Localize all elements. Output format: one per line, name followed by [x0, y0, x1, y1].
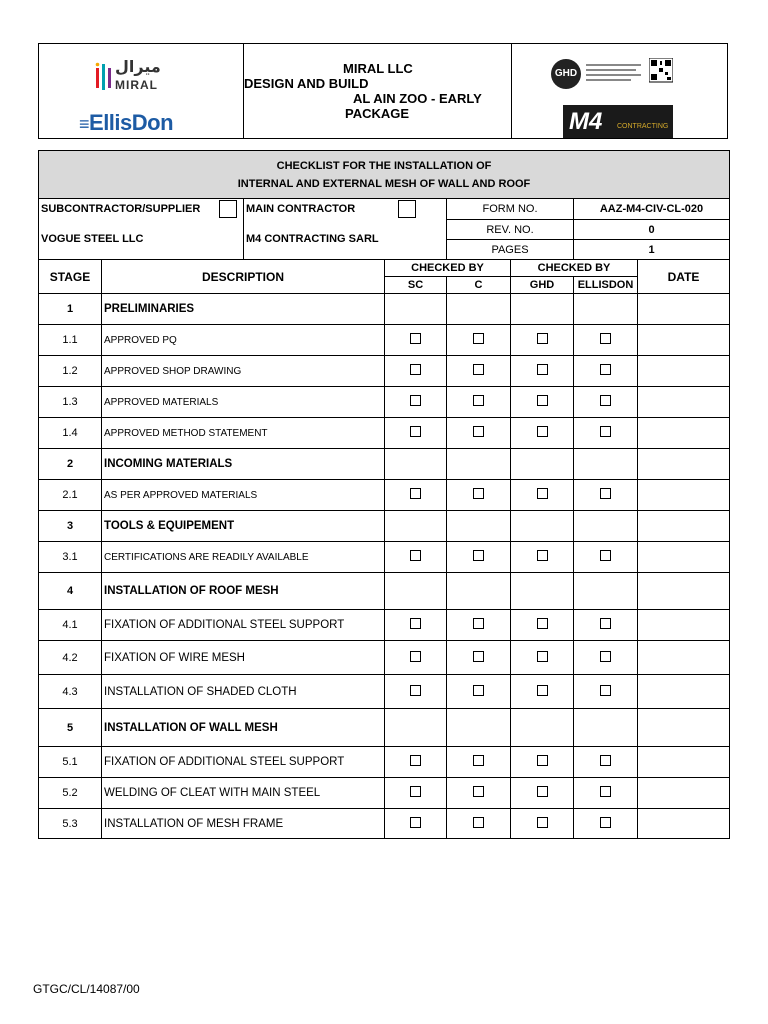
stage-number: 3.1 [39, 542, 102, 573]
main-contractor-value: M4 CONTRACTING SARL [244, 220, 447, 260]
checkbox-ghd[interactable] [537, 395, 548, 406]
checkbox-ghd[interactable] [537, 364, 548, 375]
stage-number: 5.1 [39, 747, 102, 778]
stage-number: 1.4 [39, 418, 102, 449]
check-cell-sc [385, 542, 447, 573]
checkbox-ghd[interactable] [537, 488, 548, 499]
checkbox-c[interactable] [473, 685, 484, 696]
checkbox-c[interactable] [473, 755, 484, 766]
checkbox-sc[interactable] [410, 618, 421, 629]
miral-text: MIRAL [115, 78, 158, 92]
date-cell[interactable] [638, 325, 730, 356]
check-cell-c [447, 325, 511, 356]
stage-number: 1 [39, 294, 102, 325]
checkbox-c[interactable] [473, 364, 484, 375]
check-cell-c [447, 387, 511, 418]
item-description: AS PER APPROVED MATERIALS [102, 480, 385, 511]
section-row [39, 573, 730, 610]
ghd-address-lines [586, 62, 646, 86]
check-cell-ghd [511, 356, 574, 387]
item-description: INSTALLATION OF ROOF MESH [102, 573, 385, 610]
checklist-row [39, 542, 730, 573]
check-cell-ellisdon [574, 356, 638, 387]
checkbox-ghd[interactable] [537, 685, 548, 696]
checklist-row [39, 641, 730, 675]
section-row [39, 709, 730, 747]
checklist-row [39, 778, 730, 809]
stage-number: 4 [39, 573, 102, 610]
check-cell-sc [385, 325, 447, 356]
checkbox-ellisdon[interactable] [600, 333, 611, 344]
check-cell-ellisdon [574, 675, 638, 709]
checkbox-c[interactable] [473, 395, 484, 406]
pages-value: 1 [574, 240, 730, 260]
checkbox-c[interactable] [473, 550, 484, 561]
check-cell-ghd [511, 610, 574, 641]
date-cell[interactable] [638, 542, 730, 573]
main-contractor-label: MAIN CONTRACTOR [244, 199, 447, 220]
checklist-title: CHECKLIST FOR THE INSTALLATION OF INTERNAL AND EXTERNAL MESH OF WALL AND ROOF [39, 151, 730, 199]
main-contractor-checkbox[interactable] [398, 200, 416, 218]
item-description: APPROVED METHOD STATEMENT [102, 418, 385, 449]
check-cell-ghd [511, 809, 574, 839]
check-cell-ghd [511, 573, 574, 610]
checkbox-ellisdon[interactable] [600, 685, 611, 696]
checkbox-ghd[interactable] [537, 786, 548, 797]
check-cell-ghd [511, 675, 574, 709]
stage-number: 2 [39, 449, 102, 480]
check-cell-sc [385, 449, 447, 480]
check-cell-c [447, 449, 511, 480]
stage-number: 4.1 [39, 610, 102, 641]
checkbox-ellisdon[interactable] [600, 550, 611, 561]
check-cell-c [447, 675, 511, 709]
date-cell[interactable] [638, 418, 730, 449]
checklist-table [38, 150, 730, 839]
check-cell-c [447, 573, 511, 610]
item-description: INSTALLATION OF MESH FRAME [102, 809, 385, 839]
date-cell[interactable] [638, 809, 730, 839]
check-cell-sc [385, 709, 447, 747]
item-description: APPROVED MATERIALS [102, 387, 385, 418]
stage-number: 1.3 [39, 387, 102, 418]
checkbox-c[interactable] [473, 786, 484, 797]
checkbox-ellisdon[interactable] [600, 364, 611, 375]
stage-number: 5 [39, 709, 102, 747]
check-cell-sc [385, 675, 447, 709]
checkbox-c[interactable] [473, 651, 484, 662]
checklist-row [39, 418, 730, 449]
date-cell[interactable] [638, 573, 730, 610]
checkbox-sc[interactable] [410, 395, 421, 406]
checkbox-ellisdon[interactable] [600, 817, 611, 828]
checklist-row [39, 747, 730, 778]
check-cell-ellisdon [574, 709, 638, 747]
check-cell-sc [385, 480, 447, 511]
checkbox-ellisdon[interactable] [600, 786, 611, 797]
section-row [39, 294, 730, 325]
check-cell-c [447, 778, 511, 809]
subcontractor-value: VOGUE STEEL LLC [39, 220, 244, 260]
check-cell-c [447, 542, 511, 573]
check-cell-sc [385, 809, 447, 839]
check-cell-sc [385, 778, 447, 809]
check-cell-ghd [511, 641, 574, 675]
ellisdon-mark-icon: ≡ [79, 114, 90, 134]
check-cell-ghd [511, 778, 574, 809]
checkbox-c[interactable] [473, 488, 484, 499]
checkbox-sc[interactable] [410, 488, 421, 499]
check-cell-ghd [511, 709, 574, 747]
checkbox-ghd[interactable] [537, 755, 548, 766]
check-cell-ellisdon [574, 511, 638, 542]
checklist-row [39, 480, 730, 511]
stage-number: 4.3 [39, 675, 102, 709]
checkbox-sc[interactable] [410, 817, 421, 828]
checkbox-c[interactable] [473, 426, 484, 437]
date-cell[interactable] [638, 610, 730, 641]
check-cell-c [447, 356, 511, 387]
checkbox-ellisdon[interactable] [600, 651, 611, 662]
check-cell-ghd [511, 542, 574, 573]
check-cell-sc [385, 641, 447, 675]
stage-number: 3 [39, 511, 102, 542]
col-stage: STAGE [39, 260, 102, 294]
checkbox-ellisdon[interactable] [600, 426, 611, 437]
checkbox-c[interactable] [473, 618, 484, 629]
item-description: CERTIFICATIONS ARE READILY AVAILABLE [102, 542, 385, 573]
date-cell[interactable] [638, 387, 730, 418]
checkbox-c[interactable] [473, 333, 484, 344]
check-cell-sc [385, 294, 447, 325]
section-row [39, 511, 730, 542]
stage-number: 2.1 [39, 480, 102, 511]
miral-arabic-text: ميرال [115, 59, 161, 76]
stage-number: 1.1 [39, 325, 102, 356]
check-cell-ghd [511, 511, 574, 542]
col-date: DATE [638, 260, 730, 294]
checkbox-ellisdon[interactable] [600, 395, 611, 406]
item-description: TOOLS & EQUIPEMENT [102, 511, 385, 542]
checkbox-ghd[interactable] [537, 550, 548, 561]
checklist-row [39, 325, 730, 356]
check-cell-c [447, 709, 511, 747]
qr-code-icon [649, 58, 673, 88]
project-info [243, 44, 512, 138]
check-cell-sc [385, 418, 447, 449]
check-cell-c [447, 747, 511, 778]
checkbox-sc[interactable] [410, 786, 421, 797]
date-cell[interactable] [638, 294, 730, 325]
checklist-row [39, 387, 730, 418]
consultant-logos [511, 44, 727, 138]
check-cell-sc [385, 511, 447, 542]
check-cell-ellisdon [574, 418, 638, 449]
date-cell[interactable] [638, 675, 730, 709]
form-no-label: FORM NO. [447, 199, 574, 220]
item-description: INSTALLATION OF SHADED CLOTH [102, 675, 385, 709]
checkbox-ghd[interactable] [537, 817, 548, 828]
check-cell-ellisdon [574, 610, 638, 641]
project-line4: PACKAGE [345, 106, 410, 121]
date-cell[interactable] [638, 778, 730, 809]
check-cell-c [447, 809, 511, 839]
check-cell-ghd [511, 449, 574, 480]
check-cell-sc [385, 356, 447, 387]
checklist-row [39, 675, 730, 709]
item-description: FIXATION OF ADDITIONAL STEEL SUPPORT [102, 610, 385, 641]
rev-no-value: 0 [574, 220, 730, 240]
subcontractor-label: SUBCONTRACTOR/SUPPLIER [39, 199, 244, 220]
check-cell-ellisdon [574, 294, 638, 325]
check-cell-ellisdon [574, 641, 638, 675]
checkbox-ghd[interactable] [537, 618, 548, 629]
checklist-row [39, 610, 730, 641]
rev-no-label: REV. NO. [447, 220, 574, 240]
ghd-logo: GHD [551, 59, 581, 89]
col-ghd: GHD [511, 277, 574, 294]
project-line2: DESIGN AND BUILD [244, 76, 369, 91]
check-cell-c [447, 418, 511, 449]
col-checked-by-consultant: CHECKED BY [511, 260, 638, 277]
m4-logo: M4 CONTRACTING [563, 105, 673, 138]
section-row [39, 449, 730, 480]
check-cell-ghd [511, 387, 574, 418]
project-line1: MIRAL LLC [343, 61, 413, 76]
check-cell-c [447, 294, 511, 325]
form-no-value: AAZ-M4-CIV-CL-020 [574, 199, 730, 220]
check-cell-ellisdon [574, 449, 638, 480]
check-cell-c [447, 641, 511, 675]
date-cell[interactable] [638, 747, 730, 778]
checkbox-sc[interactable] [410, 755, 421, 766]
check-cell-ellisdon [574, 325, 638, 356]
item-description: FIXATION OF WIRE MESH [102, 641, 385, 675]
checkbox-ellisdon[interactable] [600, 488, 611, 499]
check-cell-ghd [511, 294, 574, 325]
check-cell-ghd [511, 418, 574, 449]
check-cell-sc [385, 387, 447, 418]
check-cell-sc [385, 573, 447, 610]
check-cell-ghd [511, 325, 574, 356]
checklist-row [39, 809, 730, 839]
stage-number: 5.3 [39, 809, 102, 839]
checkbox-sc[interactable] [410, 426, 421, 437]
check-cell-ellisdon [574, 480, 638, 511]
document-header [38, 43, 728, 139]
check-cell-ellisdon [574, 778, 638, 809]
document-code: GTGC/CL/14087/00 [33, 982, 140, 996]
check-cell-sc [385, 610, 447, 641]
col-sc: SC [385, 277, 447, 294]
check-cell-ellisdon [574, 542, 638, 573]
check-cell-ghd [511, 747, 574, 778]
pages-label: PAGES [447, 240, 574, 260]
item-description: WELDING OF CLEAT WITH MAIN STEEL [102, 778, 385, 809]
check-cell-ellisdon [574, 809, 638, 839]
check-cell-c [447, 610, 511, 641]
checkbox-ghd[interactable] [537, 651, 548, 662]
ellisdon-logo: ≡EllisDon [79, 110, 174, 135]
item-description: FIXATION OF ADDITIONAL STEEL SUPPORT [102, 747, 385, 778]
check-cell-ellisdon [574, 573, 638, 610]
checkbox-sc[interactable] [410, 685, 421, 696]
item-description: INCOMING MATERIALS [102, 449, 385, 480]
checklist-rows [39, 294, 730, 839]
check-cell-c [447, 480, 511, 511]
date-cell[interactable] [638, 356, 730, 387]
checkbox-sc[interactable] [410, 550, 421, 561]
stage-number: 5.2 [39, 778, 102, 809]
col-c: C [447, 277, 511, 294]
item-description: APPROVED PQ [102, 325, 385, 356]
date-cell[interactable] [638, 709, 730, 747]
checkbox-sc[interactable] [410, 364, 421, 375]
checkbox-ghd[interactable] [537, 426, 548, 437]
checkbox-ghd[interactable] [537, 333, 548, 344]
date-cell[interactable] [638, 449, 730, 480]
subcontractor-checkbox[interactable] [219, 200, 237, 218]
date-cell[interactable] [638, 480, 730, 511]
check-cell-ellisdon [574, 747, 638, 778]
col-description: DESCRIPTION [102, 260, 385, 294]
stage-number: 4.2 [39, 641, 102, 675]
col-checked-by-contractor: CHECKED BY [385, 260, 511, 277]
stage-number: 1.2 [39, 356, 102, 387]
checkbox-c[interactable] [473, 817, 484, 828]
checklist-row [39, 356, 730, 387]
item-description: INSTALLATION OF WALL MESH [102, 709, 385, 747]
date-cell[interactable] [638, 641, 730, 675]
check-cell-ghd [511, 480, 574, 511]
client-logos [39, 44, 244, 138]
checkbox-ellisdon[interactable] [600, 618, 611, 629]
checkbox-ellisdon[interactable] [600, 755, 611, 766]
date-cell[interactable] [638, 511, 730, 542]
col-ellisdon: ELLISDON [574, 277, 638, 294]
item-description: PRELIMINARIES [102, 294, 385, 325]
check-cell-c [447, 511, 511, 542]
project-line3: AL AIN ZOO - EARLY [353, 91, 482, 106]
check-cell-ellisdon [574, 387, 638, 418]
checkbox-sc[interactable] [410, 651, 421, 662]
item-description: APPROVED SHOP DRAWING [102, 356, 385, 387]
checkbox-sc[interactable] [410, 333, 421, 344]
check-cell-sc [385, 747, 447, 778]
